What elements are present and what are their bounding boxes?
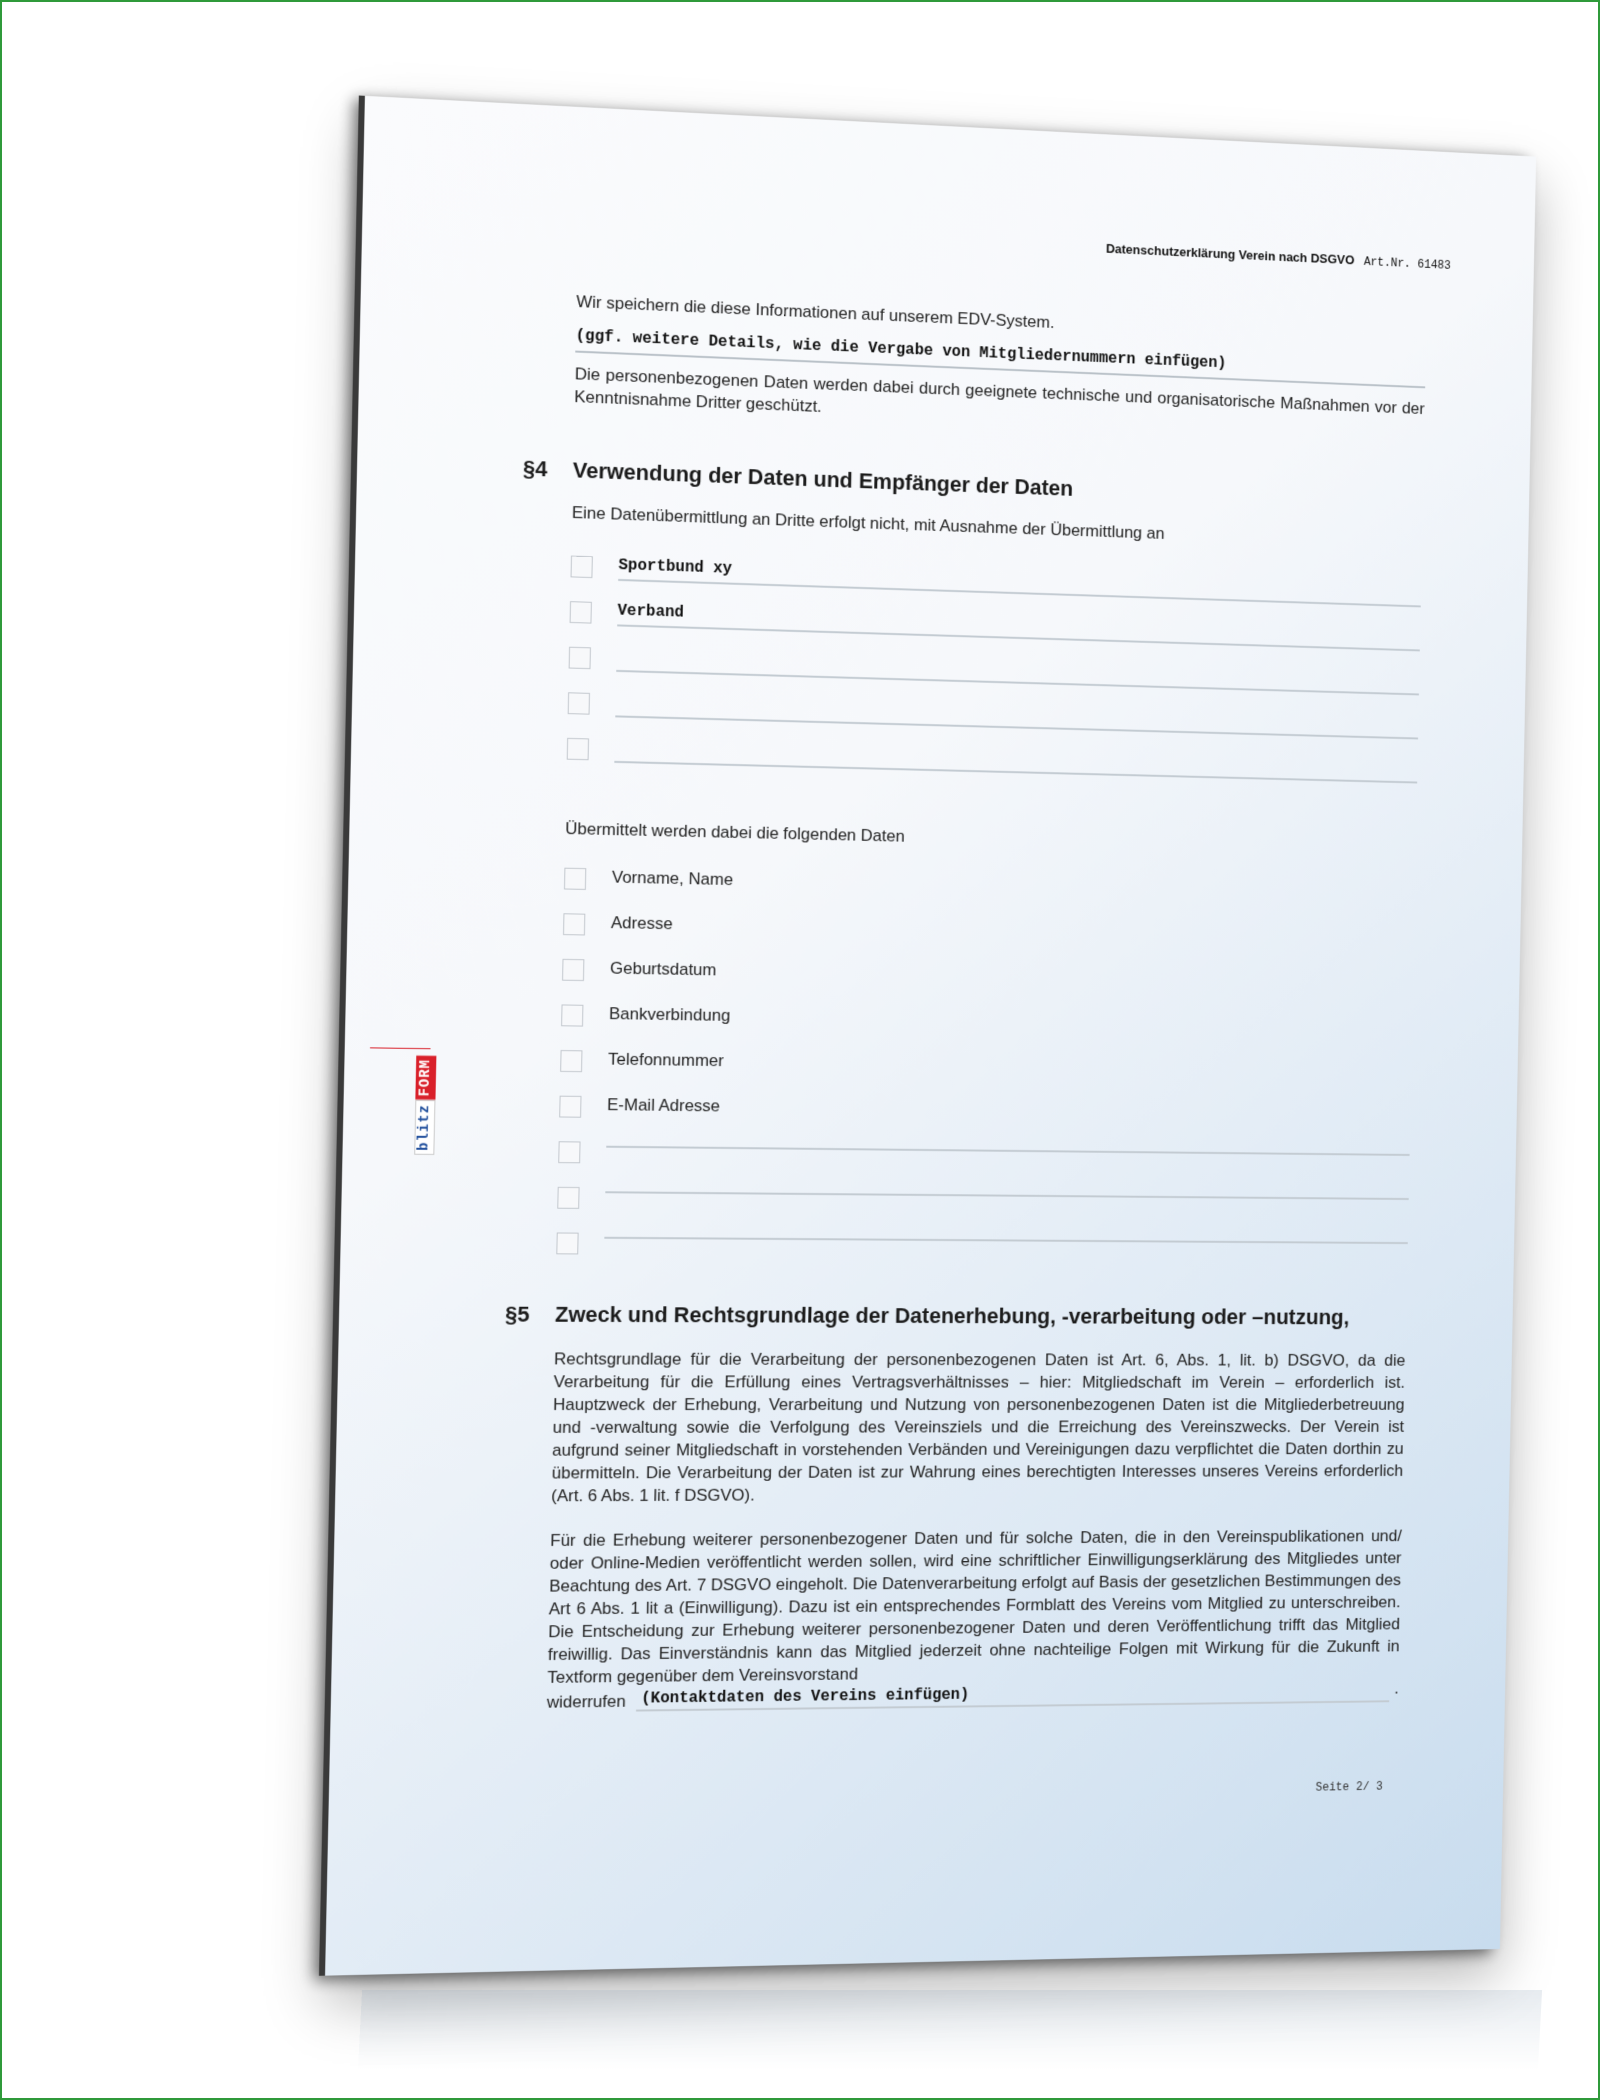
data-item-checkbox-7[interactable] xyxy=(558,1141,580,1163)
recipient-checkbox-1[interactable] xyxy=(571,556,593,579)
data-item-checkbox-9[interactable] xyxy=(556,1232,578,1254)
logo-form: FORM xyxy=(415,1056,436,1100)
section-4-title: Verwendung der Daten und Empfänger der Daten xyxy=(572,457,1074,501)
document-page xyxy=(325,96,1536,1976)
data-item-checkbox-2[interactable] xyxy=(563,913,585,935)
section-4-intro: Eine Datenübermittlung an Dritte erfolgt nicht, mit Ausnahme der Übermittlung an xyxy=(571,503,1165,543)
data-item-checkbox-6[interactable] xyxy=(559,1096,581,1118)
data-item-checkbox-3[interactable] xyxy=(562,959,584,981)
doc-title: Datenschutzerklärung Verein nach DSGVO xyxy=(1105,241,1355,268)
article-number: Art.Nr. 61483 xyxy=(1363,255,1451,273)
section-4-number: §4 xyxy=(522,455,548,482)
revocation-word: widerrufen xyxy=(546,1691,626,1712)
data-item-checkbox-4[interactable] xyxy=(561,1004,583,1026)
logo-blitz: blitz xyxy=(414,1099,435,1154)
section-5-paragraph-2: Für die Erhebung weiterer personenbezogener Daten und für solche Daten, die in den Vereinspublikationen und/ oder Online-Medien veröffentlicht werden sollen, wird eine schriftlicher Einwilligungserklärung des Mitgliedes unter Beachtung des Art. 7 DSGVO eingeholt. Die Datenverarbeitung erfolgt auf Basis der gesetzlichen Bestimmungen des Art 6 Abs. 1 lit a (Einwilligung). Dazu ist ein entsprechendes Formblatt des Vereins vom Mitglied zu unterschreiben. Die Entscheidung zur Erhebung weiterer personenbezogener Daten und deren Veröffentlichung trifft das Mitglied freiwillig. Das Einverständnis kann das Mitglied jederzeit ohne nachteilige Folgen mit Wirkung für die Zukunft in Textform gegenüber dem Vereinsvorstand xyxy=(547,1526,1403,1687)
recipient-checkbox-3[interactable] xyxy=(569,647,591,669)
data-item-label-4: Bankverbindung xyxy=(608,1004,731,1025)
page-header xyxy=(1106,241,1451,273)
recipient-checkbox-4[interactable] xyxy=(568,692,590,714)
section-5-paragraph-1: Rechtsgrundlage für die Verarbeitung der personenbezogenen Daten ist Art. 6, Abs. 1, lit. b) DSGVO, da die Verarbeitung für die Erfüllung eines Vertragsverhältnisses – hier: Mitgliedschaft im Verein – erforderlich ist. Hauptzweck der Erhebung, Verarbeitung und Nutzung von personenbezogenen Daten ist die Mitgliederbetreuung und -verwaltung sowie die Verfolgung des Vereinsziels und die Erreichung des Vereinszwecks. Der Verein ist aufgrund seiner Mitgliedschaft in vorstehenden Verbänden und Vereinigungen dazu verpflichtet die Daten dorthin zu übermitteln. Die Verarbeitung der Daten ist zur Wahrung eines berechtigten Interesses unseres Vereins erforderlich (Art. 6 Abs. 1 lit. f DSGVO). xyxy=(551,1349,1406,1506)
data-item-line-9[interactable] xyxy=(604,1237,1407,1244)
data-item-row-8 xyxy=(557,1181,1409,1233)
document-body xyxy=(504,290,1427,1716)
formblitz-logo xyxy=(412,1056,437,1196)
data-item-label-1: Vorname, Name xyxy=(611,867,734,890)
intro-line-1: Wir speichern die diese Informationen auf unserem EDV-System. xyxy=(576,292,1055,332)
data-item-label-2: Adresse xyxy=(610,913,673,934)
data-item-checkbox-8[interactable] xyxy=(557,1187,579,1209)
recipient-checkbox-2[interactable] xyxy=(570,601,592,623)
data-item-label-3: Geburtsdatum xyxy=(609,958,717,980)
section-5-title: Zweck und Rechtsgrundlage der Datenerhebung, -verarbeitung oder –nutzung, xyxy=(554,1301,1350,1330)
data-item-checkbox-5[interactable] xyxy=(560,1050,582,1072)
page-number: Seite 2/ 3 xyxy=(1315,1779,1383,1795)
contact-period: . xyxy=(1394,1679,1399,1698)
recipient-label-1[interactable]: Sportbund xy xyxy=(618,556,733,578)
recipient-label-2[interactable]: Verband xyxy=(617,601,685,622)
data-item-line-8[interactable] xyxy=(605,1191,1408,1200)
data-item-label-6: E-Mail Adresse xyxy=(606,1095,721,1116)
recipient-checkbox-5[interactable] xyxy=(567,738,589,760)
recipient-list xyxy=(566,550,1421,799)
recipient-line-5 xyxy=(614,761,1417,784)
data-item-checkbox-1[interactable] xyxy=(564,868,586,890)
page-reflection xyxy=(358,1990,1542,2070)
data-intro: Übermittelt werden dabei die folgenden Daten xyxy=(565,819,905,846)
intro-line-2: Die personenbezogenen Daten werden dabei durch geeignete technische und organisatorische Maßnahmen vor der Kenntnisnahme Dritter geschützt. xyxy=(574,364,1425,418)
intro-placeholder[interactable]: (ggf. weitere Details, wie die Vergabe von Mitgliedernummern einfügen) xyxy=(575,326,1227,373)
data-item-row-7 xyxy=(558,1135,1410,1188)
data-item-row-9 xyxy=(556,1227,1408,1277)
section-5-heading xyxy=(504,1301,1407,1330)
data-item-list xyxy=(556,862,1415,1277)
data-item-line-7[interactable] xyxy=(606,1146,1409,1156)
data-item-label-5: Telefonnummer xyxy=(607,1049,724,1071)
section-5-number: §5 xyxy=(504,1301,530,1327)
logo-tick xyxy=(370,1047,431,1049)
contact-placeholder[interactable]: (Kontaktdaten des Vereins einfügen) xyxy=(641,1685,970,1708)
